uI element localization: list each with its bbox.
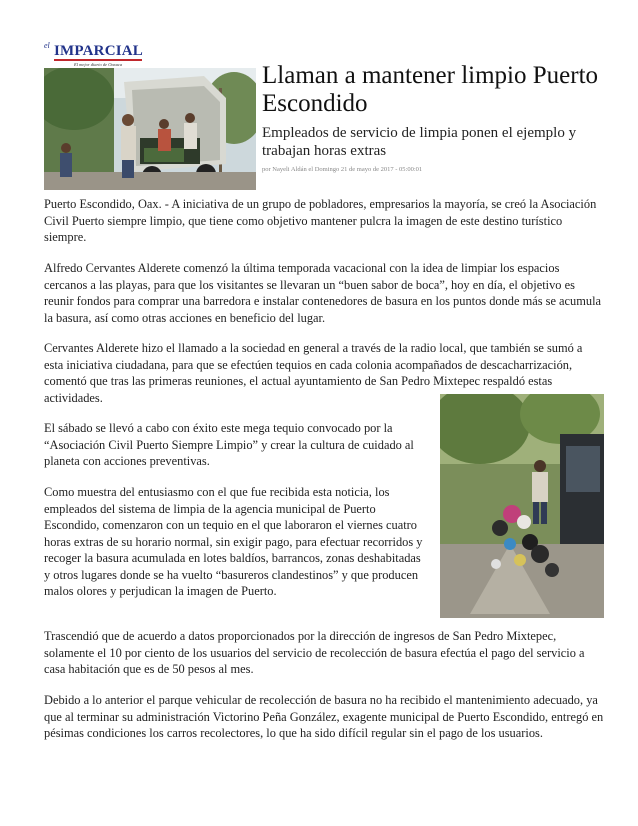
article-paragraph: Puerto Escondido, Oax. - A iniciativa de un grupo de pobladores, empresarios la mayoría, se creó la Asociación Civil Puerto siempre limpio, que tiene como objetivo mantener pulcra la imagen de este destino turístico siempre. <box>44 197 597 244</box>
garbage-truck-photo-illustration <box>44 68 256 190</box>
article-subtitle: Empleados de servicio de limpia ponen el ejemplo y trabajan horas extras <box>262 125 577 159</box>
article-title: Llaman a mantener limpio Puerto Escondido <box>262 62 599 117</box>
article-paragraph: El sábado se llevó a cabo con éxito este mega tequio convocado por la “Asociación Civil Puerto Siempre Limpio” y crear la cultura de cuidado al planeta con acciones preventivas. <box>44 421 414 468</box>
logo-wordmark: IMPARCIAL <box>54 43 144 59</box>
article-paragraph: Alfredo Cervantes Alderete comenzó la última temporada vacacional con la idea de limpiar los espacios cercanos a las playas, para que los visitantes se llevaran un “buen sabor de boca”, hoy en día, el objetivo es reunir fondos para comprar una barredora e instalar contenedores de basura en los puntos donde más se acumula la basura, así como otras acciones en beneficio del lugar. <box>44 261 602 325</box>
article-paragraph: Como muestra del entusiasmo con el que fue recibida esta noticia, los empleados del sistema de limpia de la agencia municipal de Puerto Escondido, comenzaron con un tequio en el que laboraron el viernes cuatro horas extras de su horario normal, sin exigir pago, para efectuar recorridos y recoger la basura acumulada en lotes baldíos, barrancos, zonas deshabitadas y otros lugares donde se ha vuelto “basureros clandestinos” y que producen malos olores y perjudican la imagen de Puerto. <box>44 485 423 598</box>
article-header <box>262 62 602 173</box>
newspaper-logo[interactable] <box>44 41 144 67</box>
garbage-truck-photo <box>44 68 256 190</box>
article-paragraph: Cervantes Alderete hizo el llamado a la sociedad en general a través de la radio local, que también se sumó a esta iniciativa ciudadana, para que se efectúen tequios en cada colonia acompañados de descacharrización, comentó que tras las primeras reuniones, el actual ayuntamiento de San Pedro Mixtepec respaldó estas actividades. <box>44 341 583 405</box>
street-cleanup-photo-illustration <box>440 394 604 618</box>
logo-rule <box>54 59 142 61</box>
article-paragraph: Debido a lo anterior el parque vehicular de recolección de basura no ha recibido el mantenimiento adecuado, ya que al terminar su administración Victorino Peña González, exagente municipal de Puerto Escondido, entregó en pésimas condiciones los carros recolectores, lo que ha sido difícil regular sin el pago de los usuarios. <box>44 693 604 740</box>
article-paragraph: Trascendió que de acuerdo a datos proporcionados por la dirección de ingresos de San Pedro Mixtepec, solamente el 10 por ciento de los usuarios del servicio de recolección de basura efectúa el pago del servicio a casa habitación que es de 50 pesos al mes. <box>44 629 585 676</box>
street-cleanup-photo <box>440 394 604 618</box>
article-byline: por Nayeli Aldán el Domingo 21 de mayo de 2017 - 05:00:01 <box>262 166 423 173</box>
logo-tagline: El mejor diario de Oaxaca <box>74 62 123 67</box>
logo-prefix: el <box>44 41 50 50</box>
